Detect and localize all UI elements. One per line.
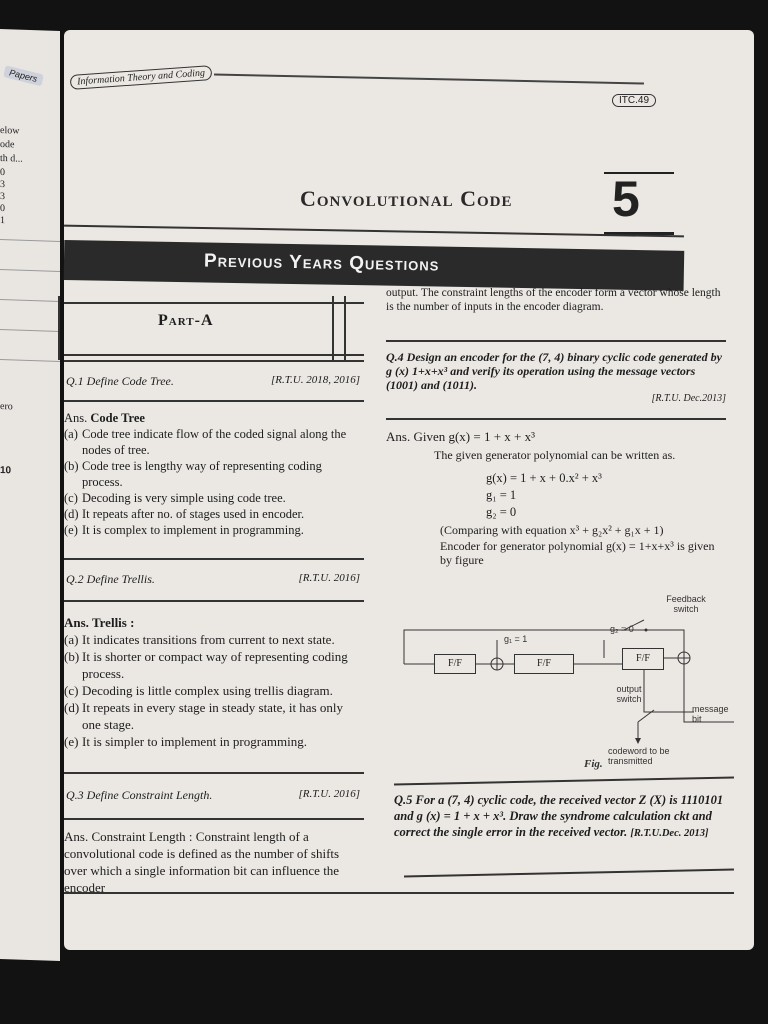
chapter-title: Convolutional Code (300, 186, 513, 211)
part-a-box (64, 302, 364, 356)
subject-header: Information Theory and Coding (70, 65, 213, 90)
answer-title: Ans. Trellis : (64, 615, 135, 630)
edge-fragment: 0 (0, 202, 5, 215)
list-item: (e) It is complex to implement in programming. (64, 523, 304, 537)
edge-fragment: 0 (0, 166, 5, 179)
figure-caption: Fig. (584, 758, 603, 770)
list-item: (a) It indicates transitions from current to next state. (64, 632, 335, 647)
answer-line: The given generator polynomial can be written as. (434, 448, 676, 462)
answer-given: Ans. Given g(x) = 1 + x + x³ (386, 429, 536, 444)
list-item: (e) It is simpler to implement in programming. (64, 734, 307, 749)
g2-label: g₂ = 0 (610, 624, 634, 634)
question-text: Define Constraint Length. (86, 788, 213, 802)
codeword-label: codeword to be transmitted (608, 746, 670, 766)
flip-flop-3: F/F (622, 648, 664, 670)
answer-line: Encoder for generator polynomial g(x) = 1+x+x³ is given by figure (440, 539, 715, 567)
feedback-switch-label: Feedback switch (666, 594, 706, 614)
answer-line: (Comparing with equation x³ + g₂x² + g₁x + 1) (440, 523, 664, 537)
question-text: Define Trellis. (86, 572, 155, 586)
edge-fragment: ero (0, 400, 13, 413)
book-page (64, 30, 754, 950)
edge-fragment: 3 (0, 190, 5, 203)
answer-q2 (64, 614, 364, 750)
previous-page-edge (0, 29, 60, 961)
question-text: Design an encoder for the (7, 4) binary cyclic code generated by g (x) 1+x+x³ and verify its operation using the message vectors (1001) and (1011). (386, 350, 722, 392)
question-row-q3 (64, 772, 364, 820)
edge-fragment: 10 (0, 464, 12, 477)
question-row-q1 (64, 360, 364, 402)
question-text: Define Code Tree. (86, 374, 174, 388)
answer-title: Code Tree (90, 411, 145, 425)
question-reference: [R.T.U. 2016] (298, 788, 360, 800)
papers-tab: Papers (3, 65, 43, 86)
question-reference: [R.T.U. 2018, 2016] (270, 374, 360, 386)
encoder-figure (394, 592, 734, 772)
continued-text: output. The constraint lengths of the encoder form a vector whose length is the number of inputs in the encoder diagram. (386, 287, 721, 313)
edge-fragment: 3 (0, 178, 5, 191)
list-item: (c) Decoding is little complex using trellis diagram. (64, 683, 333, 698)
question-text: For a (7, 4) cyclic code, the received vector Z (X) is 1110101 and g (x) = 1 + x + x³. Draw the syndrome calculation ckt and correct the single error in the received vector. (394, 793, 724, 839)
answer-q1 (64, 410, 364, 538)
edge-fragment: 1 (0, 214, 5, 227)
question-number: Q.3 (66, 788, 84, 802)
encoder-diagram (394, 592, 734, 772)
question-number: Q.5 (394, 793, 413, 807)
banner-text: Previous Years Questions (203, 250, 440, 276)
list-item: (a) Code tree indicate flow of the coded signal along the nodes of tree. (64, 427, 347, 457)
page-code: ITC.49 (612, 94, 656, 107)
question-reference: [R.T.U.Dec. 2013] (630, 828, 709, 839)
answer-q4 (386, 430, 726, 567)
answer-label: Ans. (64, 411, 88, 425)
answer-q3: Ans. Constraint Length : Constraint length of a convolutional code is defined as the number of shifts over which a single information bit can influence the encoder (64, 829, 340, 895)
section-banner (64, 240, 685, 291)
list-item: (d) It repeats in every stage in steady state, it has only one stage. (64, 700, 344, 732)
edge-fragment: ode (0, 138, 15, 151)
flip-flop-2: F/F (514, 654, 574, 674)
question-reference: [R.T.U. 2016] (298, 572, 360, 584)
question-number: Q.1 (66, 374, 84, 388)
output-switch-label: output switch (616, 684, 642, 704)
part-label: Part-A (158, 312, 214, 329)
edge-fragment: th d... (0, 152, 23, 165)
g1-label: g₁ = 1 (504, 634, 528, 644)
edge-fragment: elow (0, 124, 20, 137)
list-item: (c) Decoding is very simple using code tree. (64, 491, 286, 505)
question-q5 (394, 792, 734, 842)
equation: g₂ = 0 (486, 505, 517, 519)
list-item: (b) It is shorter or compact way of representing coding process. (64, 649, 348, 681)
list-item: (d) It repeats after no. of stages used in encoder. (64, 507, 305, 521)
question-row-q2 (64, 558, 364, 602)
message-bit-label: message bit (692, 704, 729, 724)
flip-flop-1: F/F (434, 654, 476, 674)
chapter-number: 5 (612, 171, 640, 227)
question-number: Q.4 (386, 350, 404, 364)
equation: g₁ = 1 (486, 488, 517, 502)
list-item: (b) Code tree is lengthy way of representing coding process. (64, 459, 322, 489)
question-q4 (386, 350, 726, 406)
question-reference: [R.T.U. Dec.2013] (651, 393, 726, 404)
question-number: Q.2 (66, 572, 84, 586)
equation: g(x) = 1 + x + 0.x² + x³ (486, 471, 602, 485)
